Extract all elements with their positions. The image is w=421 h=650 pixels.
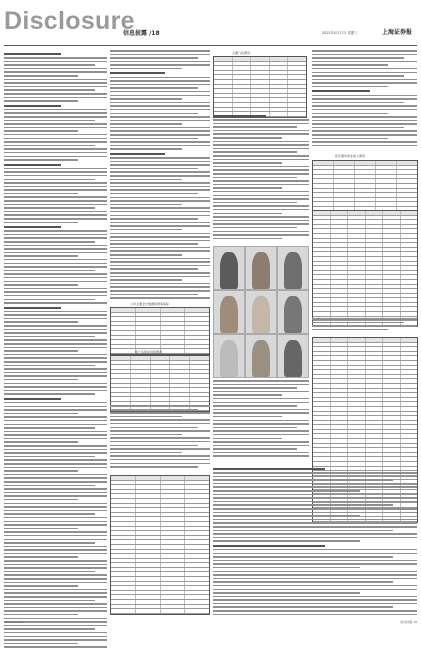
product-photo-7 xyxy=(213,334,245,378)
page-header xyxy=(4,3,417,47)
detail-table-1 xyxy=(312,210,418,327)
product-photo-6 xyxy=(277,290,309,334)
product-photo-5 xyxy=(245,290,277,334)
product-photo-1 xyxy=(213,246,245,290)
table-title-revenue: 报告期内营业收入情况 xyxy=(335,154,366,158)
product-photo-2 xyxy=(245,246,277,290)
section-title: 信息披露 /18 xyxy=(123,30,160,37)
product-photo-9 xyxy=(277,334,309,378)
product-photo-4 xyxy=(213,290,245,334)
table-title-shareholders: 前十名股东持股情况 xyxy=(135,350,163,354)
footer-right: 信息披露 18 xyxy=(400,620,417,624)
newspaper-masthead: 上海证券报 xyxy=(382,29,413,36)
data-table-lower xyxy=(110,475,210,615)
product-photo-8 xyxy=(245,334,277,378)
article-column-2b xyxy=(110,405,210,470)
store-table xyxy=(213,56,307,118)
revenue-table xyxy=(312,160,418,217)
article-column-4 xyxy=(312,50,417,152)
article-column-bottom xyxy=(213,465,417,615)
article-column-1 xyxy=(4,50,107,650)
article-column-3 xyxy=(213,112,309,244)
table-title-financial: 公司主要会计数据和财务指标 xyxy=(130,302,170,306)
header-rule xyxy=(4,45,417,46)
issue-date: 2022年4月27日 星期三 xyxy=(322,31,358,35)
product-photo-3 xyxy=(277,246,309,290)
footer-left: DISCLOSURE xyxy=(4,620,24,624)
table-title-stores: 主要门店情况 xyxy=(232,51,251,55)
shareholder-table xyxy=(110,355,210,412)
section-brand: Disclosure xyxy=(4,7,135,35)
article-column-2 xyxy=(110,50,210,300)
financial-data-table xyxy=(110,307,210,355)
article-column-4b xyxy=(312,318,417,334)
article-column-3b xyxy=(213,380,309,460)
page-footer xyxy=(4,620,417,624)
